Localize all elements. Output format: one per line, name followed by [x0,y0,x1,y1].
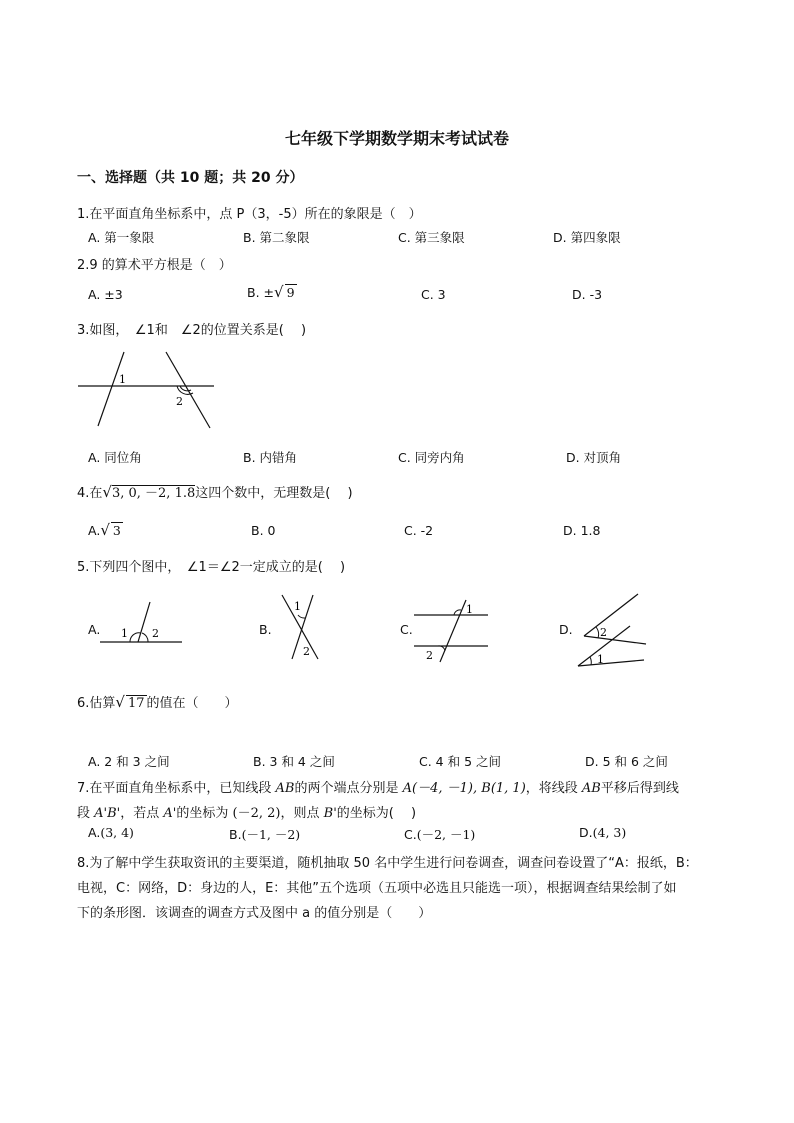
question-8-line-2: 电视，C：网络，D：身边的人，E：其他”五个选项（五项中必选且只能选一项），根据调查结果绘制了如 [77,881,677,896]
q3-angle-label-2: 2 [176,395,183,408]
q4-stem-pre: 4.在 [77,486,103,501]
question-3-stem: 3.如图， ∠1和 ∠2的位置关系是( ) [77,323,307,338]
section-heading: 一、选择题（共 10 题；共 20 分） [77,170,304,186]
q4-stem-post: 这四个数中，无理数是( ) [195,486,353,501]
q5-figure-a [100,600,184,646]
q7-text: ，则点 [280,806,320,821]
q5-figure-b [278,593,338,663]
q4-numbers: 3, 0, －2, 1.8 [111,486,196,501]
q7-text: 7.在平面直角坐标系中，已知线段 [77,781,272,796]
question-5-stem: 5.下列四个图中， ∠1＝∠2一定成立的是( ) [77,560,346,575]
q3-option-a: A. 同位角 [88,450,142,465]
q1-option-d: D. 第四象限 [553,230,621,245]
question-8-line-3: 下的条形图．该调查的调查方式及图中 a 的值分别是（ ） [77,906,432,921]
q6-stem-post: 的值在（ ） [146,696,238,711]
q1-option-c: C. 第三象限 [398,230,465,245]
q7-segment-ab: AB [275,781,295,796]
q2-option-b-label: B. ± [247,285,274,300]
q7-text: 段 [77,806,91,821]
q7-option-a-value: (3, 4) [100,825,134,840]
q2-radicand: 9 [286,285,295,300]
sqrt-symbol: √ [274,283,284,301]
q7-option-a [88,825,134,840]
q7-option-d [579,825,626,840]
q7-segment-a-b-prime: A'B' [94,806,121,821]
q2-option-b [247,283,297,301]
question-6-stem [77,692,238,711]
question-4-stem [77,482,353,501]
q5a-label-2: 2 [152,627,159,640]
q2-option-d: D. -3 [572,287,603,302]
q7-text: 的两个端点分别是 [294,781,399,796]
page-title: 七年级下学期数学期末考试试卷 [284,129,509,148]
question-7-line-2 [77,802,416,821]
q5b-label-2: 2 [303,645,310,658]
q7-text: ，若点 [120,806,160,821]
q7-option-c-label: C. [404,827,417,842]
q5c-label-2: 2 [426,649,433,662]
sqrt-symbol: √ [115,693,125,711]
q5-figure-d [576,592,648,668]
q6-stem-pre: 6.估算 [77,696,116,711]
q6-option-c: C. 4 和 5 之间 [419,754,502,769]
q4-option-a [88,521,123,539]
q7-text: 的坐标为 [176,806,229,821]
q4-option-d: D. 1.8 [563,523,601,538]
q6-radicand: 17 [127,696,145,711]
q7-option-a-label: A. [88,825,101,840]
q5d-label-1: 1 [597,653,604,666]
q7-text: 的坐标为( ) [336,806,417,821]
question-8-line-1: 8.为了解中学生获取资讯的主要渠道，随机抽取 50 名中学生进行问卷调查，调查问卷设置了“A：报纸，B： [77,856,698,871]
q4-option-a-radicand: 3 [112,523,121,538]
q7-option-c-value: (－2, －1) [416,827,476,842]
q3-angle-label-1: 1 [119,373,126,386]
q5d-label-2: 2 [600,626,607,639]
q7-segment-ab: AB [581,781,601,796]
q7-option-b-value: (－1, －2) [241,827,301,842]
question-7-line-1 [77,777,679,796]
q6-option-b: B. 3 和 4 之间 [253,754,335,769]
q2-option-a: A. ±3 [88,287,123,302]
q7-option-c [404,825,475,843]
sqrt-symbol: √ [100,521,110,539]
q3-option-d: D. 对顶角 [566,450,622,465]
q5c-label-1: 1 [466,603,473,616]
q6-option-a: A. 2 和 3 之间 [88,754,170,769]
q1-option-a: A. 第一象限 [88,230,155,245]
sqrt-symbol: √ [102,483,112,501]
q5-option-c: C. [400,622,413,637]
q1-option-b: B. 第二象限 [243,230,310,245]
q5-option-a: A. [88,622,101,637]
q7-point-a-prime: A' [163,806,177,821]
q7-option-b [229,825,300,843]
q7-coordinate: (－2, 2) [232,806,281,821]
q4-option-c: C. -2 [404,523,434,538]
q5-figure-c [414,598,490,664]
q7-text: ，将线段 [525,781,578,796]
q2-option-c: C. 3 [421,287,446,302]
q3-figure [76,348,216,430]
q7-option-d-label: D. [579,825,593,840]
q5-option-b: B. [259,622,272,637]
q6-option-d: D. 5 和 6 之间 [585,754,668,769]
q3-option-b: B. 内错角 [243,450,298,465]
q7-endpoints: A(－4, －1), B(1, 1) [402,781,526,796]
q5-option-d: D. [559,622,573,637]
q7-option-d-value: (4, 3) [592,825,627,840]
q5b-label-1: 1 [294,600,301,613]
question-1-stem: 1.在平面直角坐标系中，点 P（3，-5）所在的象限是（ ） [77,207,422,222]
q7-point-b-prime: B' [323,806,337,821]
q7-text: 平移后得到线 [600,781,679,796]
q4-option-b: B. 0 [251,523,276,538]
q3-option-c: C. 同旁内角 [398,450,465,465]
q7-option-b-label: B. [229,827,242,842]
q4-option-a-label: A. [88,523,101,538]
q5a-label-1: 1 [121,627,128,640]
question-2-stem: 2.9 的算术平方根是（ ） [77,258,232,273]
